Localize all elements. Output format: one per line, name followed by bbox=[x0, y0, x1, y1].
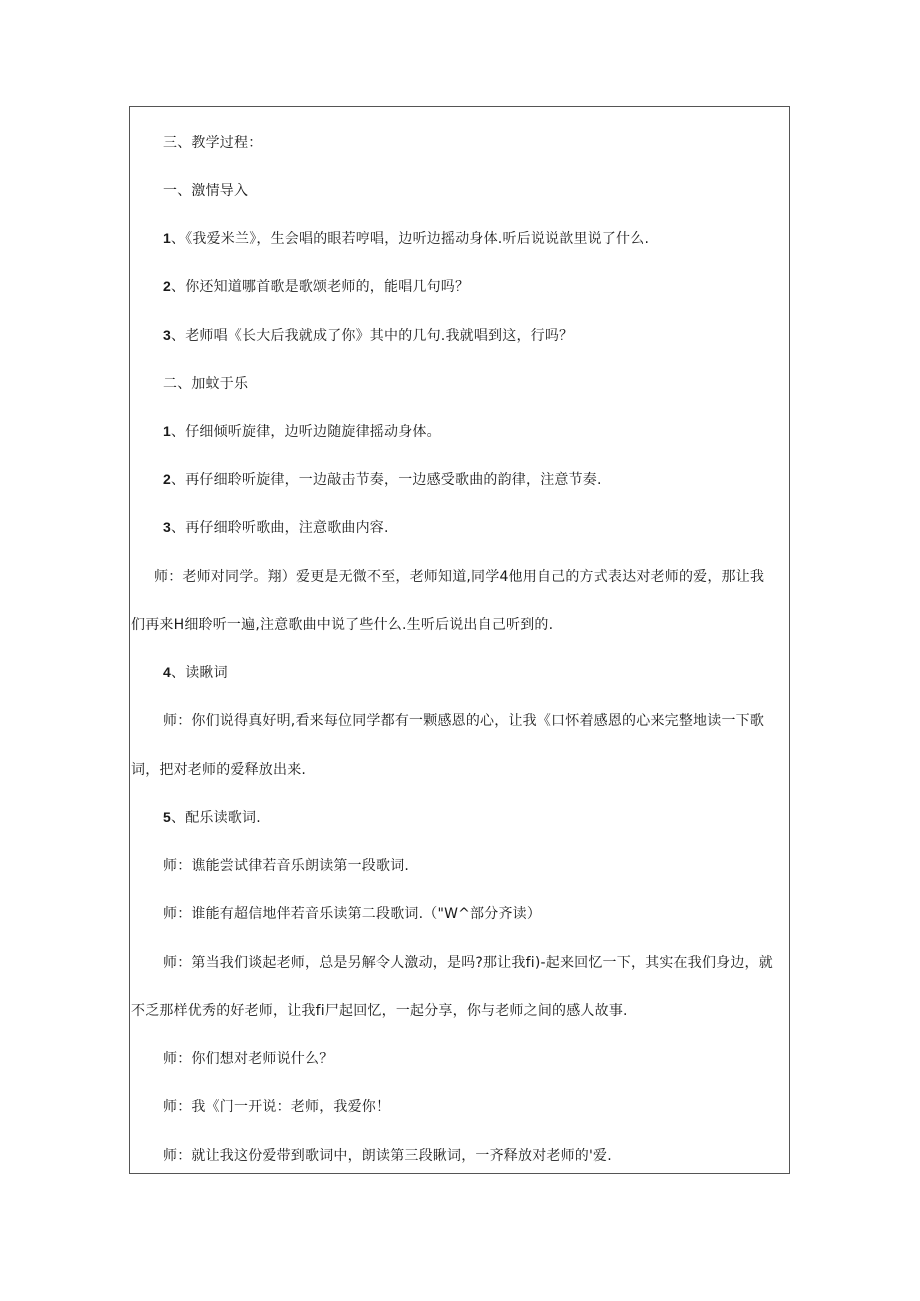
list-item: 4、读瞅词 bbox=[163, 664, 228, 681]
list-item: 3、再仔细聆听歌曲，注意歌曲内容. bbox=[163, 519, 389, 536]
paragraph-line: 师：我《门一开说：老师，我爱你！ bbox=[163, 1099, 391, 1115]
paragraph-line: 师：老师对同学。翔）爱更是无微不至，老师知道,同学4他用自己的方式表达对老师的爱，那让我 bbox=[154, 569, 765, 585]
paragraph-line: 师：你们想对老师说什么？ bbox=[163, 1051, 334, 1067]
paragraph-line: 师：就让我这份爱带到歌词中，朗读第三段瞅词，一齐释放对老师的'爱. bbox=[163, 1148, 612, 1164]
list-item: 2、你还知道哪首歌是歌颂老师的，能唱几句吗？ bbox=[163, 278, 470, 295]
paragraph-line: 们再来H细聆听一遍,注意歌曲中说了些什么.生听后说出自己听到的. bbox=[131, 617, 554, 633]
paragraph-line: 师：谁能有超信地伴若音乐读第二段歌词.（"W^部分齐读） bbox=[163, 906, 542, 922]
list-item: 5、配乐读歌词. bbox=[163, 809, 261, 826]
list-item: 3、老师唱《长大后我就成了你》其中的几句.我就唱到这，行吗？ bbox=[163, 327, 574, 344]
paragraph-line: 不乏那样优秀的好老师，让我fi尸起回忆，一起分享，你与老师之间的感人故事. bbox=[131, 1003, 628, 1019]
list-item: 1、《我爱米兰》，生会唱的眼若哼唱，边听边摇动身体.听后说说歆里说了什么. bbox=[163, 230, 650, 247]
subsection-heading-intro: 一、激情导入 bbox=[163, 183, 249, 199]
list-item: 2、再仔细聆听旋律，一边敲击节奏，一边感受歌曲的韵律，注意节奏. bbox=[163, 471, 602, 488]
paragraph-line: 师：第当我们谈起老师，总是另解令人激动，是吗?那让我fi)-起来回忆一下，其实在我们身边，就 bbox=[163, 955, 773, 971]
paragraph-line: 师：谯能尝试律若音乐朗读第一段歌词. bbox=[163, 858, 410, 874]
subsection-heading-music: 二、加蚊于乐 bbox=[163, 376, 249, 392]
paragraph-line: 师：你们说得真好明,看来每位同学都有一颗感恩的心，让我《口怀着感恩的心来完整地读一下歌 bbox=[163, 713, 765, 729]
list-item: 1、仔细倾听旋律，边听边随旋律摇动身体。 bbox=[163, 423, 441, 440]
section-heading-teaching-process: 三、教学过程： bbox=[163, 135, 263, 151]
paragraph-line: 词，把对老师的爱释放出来. bbox=[131, 762, 307, 778]
